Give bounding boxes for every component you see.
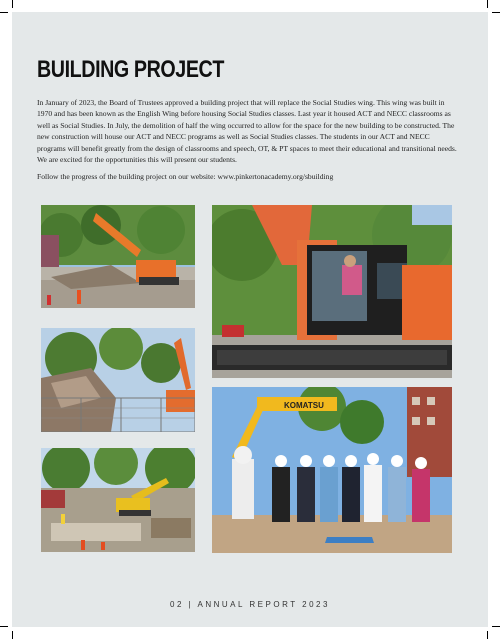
body-paragraph: In January of 2023, the Board of Trustees approved a building project that will replace the Social Studies wing. This wing was built in 1970 and has been known as the English Wing before housing Social Studies classes. Last year it housed ACT and NECC classrooms as well as Social Studies. In July, the demolition of half the wing occurred to allow for the space for the new building to be constructed. The new construction will house our ACT and NECC programs as well as Social Studies classes. The students in our ACT and NECC programs will benefit greatly from the design of classrooms and speech, OT, & PT spaces to meet their educational and transitional needs. We are excited for the opportunities this will present our students. <box>37 98 457 165</box>
crop-mark <box>492 626 500 627</box>
photo-groundbreaking-ceremony <box>212 387 452 553</box>
crop-mark <box>487 0 488 8</box>
page-title: BUILDING PROJECT <box>37 56 224 83</box>
crop-mark <box>0 12 8 13</box>
crop-mark <box>487 631 488 639</box>
photo-construction-site <box>41 448 195 552</box>
photo-excavator-operator <box>212 205 452 378</box>
crop-mark <box>492 12 500 13</box>
follow-progress-text: Follow the progress of the building project on our website: www.pinkertonacademy.org/sbuilding <box>37 172 334 181</box>
crop-mark <box>0 626 8 627</box>
document-page <box>12 12 488 627</box>
photo-demolished-building <box>41 328 195 432</box>
crop-mark <box>12 0 13 8</box>
page-footer: 02 | ANNUAL REPORT 2023 <box>170 600 330 609</box>
komatsu-label: KOMATSU <box>284 401 324 410</box>
photo-demolition-excavator <box>41 205 195 308</box>
crop-mark <box>12 631 13 639</box>
